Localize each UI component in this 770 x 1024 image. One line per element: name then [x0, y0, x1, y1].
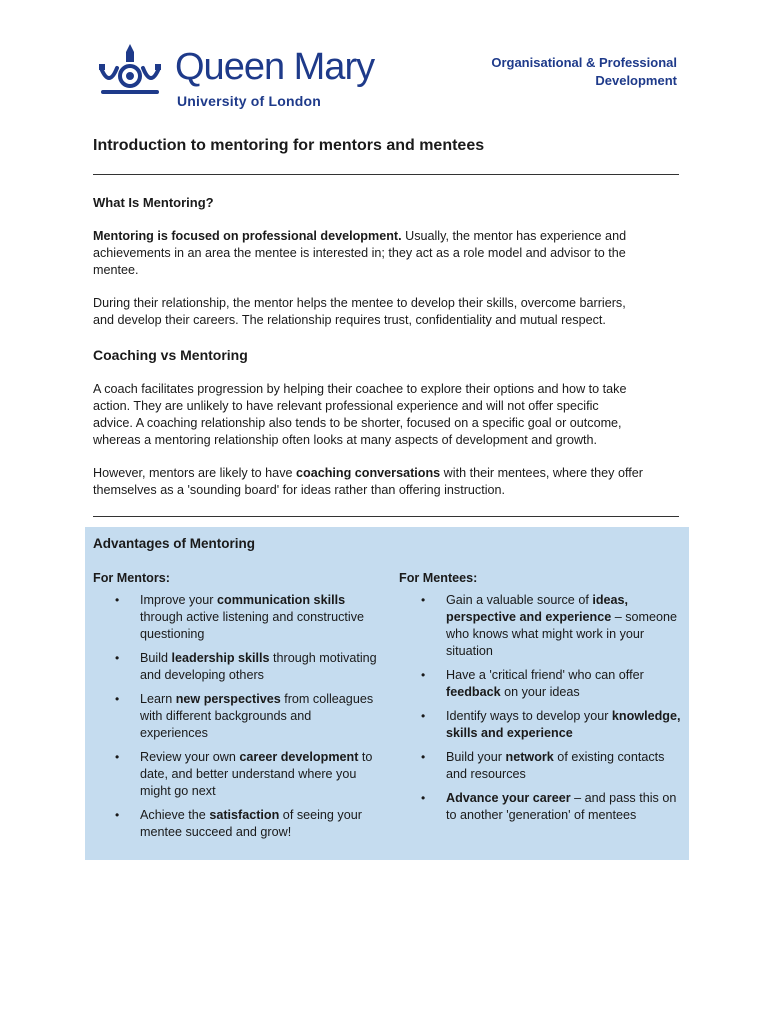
mentors-list — [93, 592, 383, 841]
item-text: of seeing your mentee succeed and grow! — [140, 808, 362, 839]
item-text: Achieve the — [140, 808, 210, 822]
coaching-conversations-bold: coaching conversations — [296, 466, 441, 480]
list-item — [399, 708, 684, 742]
item-text: Identify ways to develop your — [446, 709, 612, 723]
item-text: Learn — [140, 692, 176, 706]
text-line: whereas a mentoring relationship often looks at many aspects of development and growth. — [93, 433, 598, 447]
item-text: through active listening and constructive questioning — [140, 610, 365, 641]
item-text: to date, and better understand where you might go next — [140, 750, 373, 798]
item-text: from colleagues with different backgrounds and experiences — [140, 692, 374, 740]
item-bold-text: leadership skills — [171, 651, 270, 665]
item-text: – someone who knows what might work in your situation — [446, 610, 678, 658]
section-heading-coaching-vs-mentoring: Coaching vs Mentoring — [93, 347, 248, 363]
text-line: advice. A coaching relationship also tends to be shorter, focused on a specific goal or outcome, — [93, 416, 622, 430]
advantages-title: Advantages of Mentoring — [93, 536, 256, 551]
text-line: with their mentees, where they offer — [440, 466, 643, 480]
item-bold-text: feedback — [446, 685, 501, 699]
crown-crest-icon — [95, 42, 165, 102]
bullet-icon: • — [115, 651, 120, 665]
list-item — [399, 790, 684, 824]
item-text: Build your — [446, 750, 506, 764]
list-item — [399, 749, 684, 783]
item-bold-text: career development — [239, 750, 359, 764]
bullet-icon: • — [421, 709, 426, 723]
paragraph-coaching — [93, 381, 679, 449]
item-text: – and pass this on to another 'generation' of mentees — [446, 791, 677, 822]
logo-subtitle: University of London — [177, 93, 321, 109]
department-name — [491, 54, 677, 90]
item-text: of existing contacts and resources — [446, 750, 665, 781]
bullet-icon: • — [421, 750, 426, 764]
mentees-column — [399, 571, 689, 831]
item-bold-text: satisfaction — [209, 808, 280, 822]
title-divider — [93, 174, 679, 175]
text-line: themselves as a 'sounding board' for ideas rather than offering instruction. — [93, 483, 506, 497]
item-bold-text: network — [505, 750, 554, 764]
item-bold-text: ideas, perspective and experience — [446, 593, 629, 624]
paragraph-relationship — [93, 295, 679, 329]
bullet-icon: • — [421, 668, 426, 682]
item-bold-text: knowledge, skills and experience — [446, 709, 681, 740]
item-text: Gain a valuable source of — [446, 593, 593, 607]
definition-bold-text: Mentoring is focused on professional development. — [93, 229, 402, 243]
text-line: During their relationship, the mentor helps the mentee to develop their skills, overcome barriers, — [93, 296, 626, 310]
panel-divider — [93, 516, 679, 517]
item-bold-text: new perspectives — [175, 692, 281, 706]
list-item — [93, 592, 378, 643]
text-line: and develop their careers. The relationship requires trust, confidentiality and mutual respect. — [93, 313, 606, 327]
paragraph-definition — [93, 228, 679, 279]
department-line-1: Organisational & Professional — [491, 55, 677, 70]
paragraph-coaching-conversations — [93, 465, 679, 499]
bullet-icon: • — [115, 750, 120, 764]
bullet-icon: • — [115, 692, 120, 706]
mentees-list — [399, 592, 689, 824]
text-line: However, mentors are likely to have — [93, 466, 296, 480]
mentors-column — [93, 571, 383, 848]
list-item — [93, 807, 378, 841]
bullet-icon: • — [421, 791, 426, 805]
item-text: Have a 'critical friend' who can offer — [446, 668, 644, 682]
item-text: Improve your — [140, 593, 217, 607]
item-bold-text: communication skills — [217, 593, 346, 607]
list-item — [93, 650, 378, 684]
bullet-icon: • — [115, 593, 120, 607]
item-text: through motivating and developing others — [140, 651, 377, 682]
text-line: action. They are unlikely to have relevant professional experience and will not offer specific — [93, 399, 599, 413]
mentees-heading: For Mentees: — [399, 571, 478, 585]
mentors-heading: For Mentors: — [93, 571, 170, 585]
item-text: Build — [140, 651, 172, 665]
logo-name: Queen Mary — [175, 46, 375, 88]
department-line-2: Development — [595, 73, 677, 88]
page-title: Introduction to mentoring for mentors and mentees — [93, 137, 485, 154]
list-item — [399, 592, 684, 660]
qmul-logo — [95, 42, 385, 114]
item-bold-text: Advance your career — [446, 791, 571, 805]
text-line: A coach facilitates progression by helping their coachee to explore their options and how to take — [93, 382, 627, 396]
text-line: achievements in an area the mentee is interested in; they act as a role model and advisor to the — [93, 246, 626, 260]
list-item — [93, 749, 378, 800]
section-heading-what-is-mentoring: What Is Mentoring? — [93, 195, 214, 210]
advantages-panel — [85, 527, 689, 860]
item-text: Review your own — [140, 750, 240, 764]
bullet-icon: • — [421, 593, 426, 607]
list-item — [93, 691, 378, 742]
bullet-icon: • — [115, 808, 120, 822]
list-item — [399, 667, 684, 701]
text-line: mentee. — [93, 263, 139, 277]
text-line: Usually, the mentor has experience and — [401, 229, 627, 243]
item-text: on your ideas — [500, 685, 580, 699]
